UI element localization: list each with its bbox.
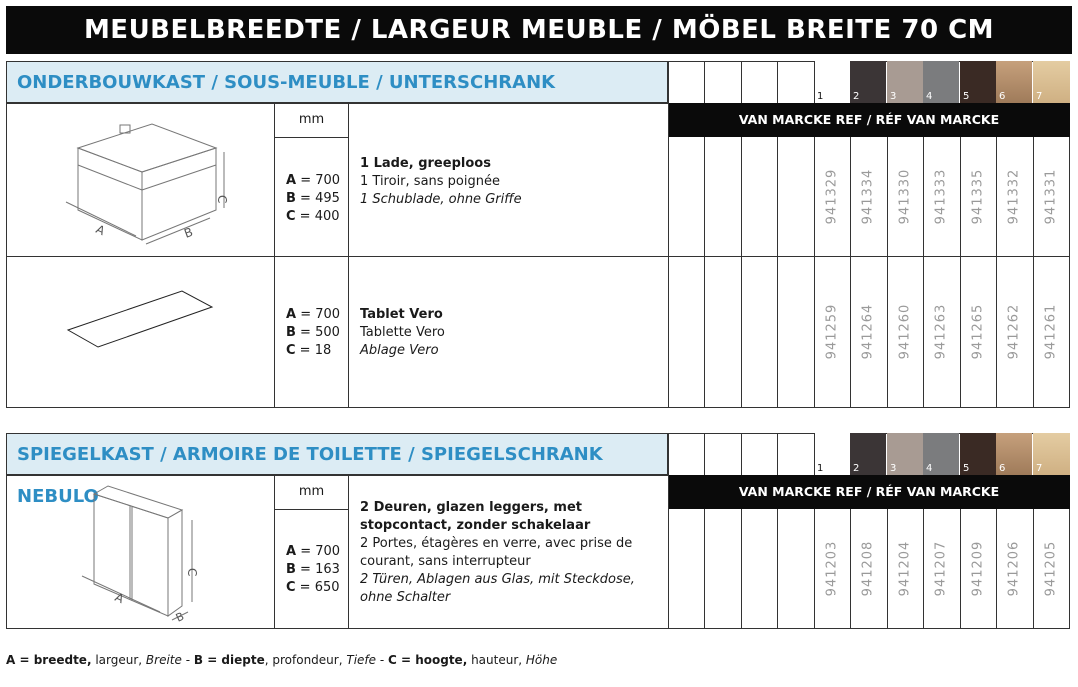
- page-banner-title: MEUBELBREEDTE / LARGEUR MEUBLE / MÖBEL BREITE 70 CM: [6, 6, 1072, 54]
- grid-line: [887, 137, 888, 408]
- swatch-3: [887, 433, 923, 475]
- grid-line: [923, 509, 924, 629]
- grid-line: [348, 475, 349, 629]
- swatch-4: [923, 61, 959, 103]
- dimensions-row-1: A = 700 B = 495 C = 400: [286, 173, 341, 224]
- swatch-6: [996, 61, 1032, 103]
- dim-label-b: B: [182, 224, 195, 241]
- ref-number: 941203: [824, 540, 840, 597]
- dim-label-a: A: [93, 222, 108, 239]
- grid-line: [996, 137, 997, 408]
- ref-number: 941204: [897, 540, 913, 597]
- swatch-7: [1033, 433, 1070, 475]
- swatch-2: [850, 433, 886, 475]
- swatch-number: 2: [853, 463, 860, 474]
- section-title-onderbouwkast: ONDERBOUWKAST / SOUS-MEUBLE / UNTERSCHRANK: [6, 61, 668, 103]
- grid-line: [777, 61, 778, 103]
- swatch-4: [923, 433, 959, 475]
- grid-line: [274, 509, 348, 510]
- dimensions-row-2: A = 700 B = 500 C = 18: [286, 307, 341, 358]
- swatch-number: 5: [963, 463, 970, 474]
- grid-line: [814, 61, 815, 103]
- mm-label: mm: [298, 484, 325, 499]
- grid-line: [741, 433, 742, 475]
- description-row-3: 2 Deuren, glazen leggers, met stopcontact, zonder schakelaar 2 Portes, étagères en verre, avec prise de courant, sans interrupteur 2 Türen, Ablagen aus Glas, mit Steckdose, ohne Schalter: [360, 500, 635, 605]
- grid-line: [1033, 137, 1034, 408]
- ref-number: 941262: [1006, 303, 1022, 360]
- swatch-number: 7: [1036, 91, 1043, 102]
- ref-number: 941209: [970, 540, 986, 597]
- ref-number: 941259: [824, 303, 840, 360]
- cabinet-drawing: [50, 110, 250, 250]
- swatch-number: 1: [817, 463, 824, 474]
- grid-line: [777, 433, 778, 475]
- grid-line: [704, 433, 705, 475]
- grid-line: [777, 509, 778, 629]
- ref-number: 941263: [933, 303, 949, 360]
- swatch-number: 3: [890, 463, 897, 474]
- grid-line: [741, 509, 742, 629]
- grid-line: [850, 137, 851, 408]
- swatch-number: 1: [817, 91, 824, 102]
- ref-number: 941264: [860, 303, 876, 360]
- grid-line: [923, 137, 924, 408]
- dim-label-c: C: [215, 195, 229, 204]
- swatch-2: [850, 61, 886, 103]
- swatch-number: 4: [926, 463, 933, 474]
- ref-number: 941207: [933, 540, 949, 597]
- dim-label-b: B: [173, 609, 187, 625]
- ref-number: 941332: [1006, 168, 1022, 225]
- swatch-3: [887, 61, 923, 103]
- mirror-cabinet-drawing: [70, 480, 270, 625]
- ref-number: 941260: [897, 303, 913, 360]
- grid-line: [274, 137, 348, 138]
- swatch-5: [960, 61, 996, 103]
- ref-header: VAN MARCKE REF / RÉF VAN MARCKE: [668, 475, 1070, 509]
- ref-number: 941335: [970, 168, 986, 225]
- grid-line: [6, 256, 1070, 257]
- swatch-7: [1033, 61, 1070, 103]
- swatch-6: [996, 433, 1032, 475]
- ref-number: 941329: [824, 168, 840, 225]
- grid-line: [704, 61, 705, 103]
- grid-line: [668, 61, 669, 408]
- grid-line: [960, 509, 961, 629]
- grid-line: [668, 433, 669, 629]
- ref-number: 941330: [897, 168, 913, 225]
- grid-line: [704, 137, 705, 408]
- dim-label-a: A: [112, 590, 127, 607]
- swatch-5: [960, 433, 996, 475]
- grid-line: [741, 137, 742, 408]
- grid-line: [704, 509, 705, 629]
- description-row-2: Tablet Vero Tablette Vero Ablage Vero: [360, 307, 445, 358]
- swatch-number: 3: [890, 91, 897, 102]
- ref-number: 941334: [860, 168, 876, 225]
- grid-line: [741, 61, 742, 103]
- swatch-number: 6: [999, 91, 1006, 102]
- grid-line: [960, 137, 961, 408]
- swatch-1: [814, 433, 850, 475]
- swatch-number: 2: [853, 91, 860, 102]
- ref-number: 941333: [933, 168, 949, 225]
- ref-number: 941265: [970, 303, 986, 360]
- grid-line: [814, 433, 815, 475]
- dimensions-row-3: A = 700 B = 163 C = 650: [286, 544, 341, 595]
- mm-label: mm: [298, 112, 325, 127]
- description-row-1: 1 Lade, greeploos 1 Tiroir, sans poignée 1 Schublade, ohne Griffe: [360, 156, 522, 207]
- swatch-number: 7: [1036, 463, 1043, 474]
- ref-header: VAN MARCKE REF / RÉF VAN MARCKE: [668, 103, 1070, 137]
- grid-line: [777, 137, 778, 408]
- dim-label-c: C: [185, 568, 199, 577]
- tablet-drawing: [60, 285, 220, 365]
- ref-number: 941206: [1006, 540, 1022, 597]
- swatch-number: 5: [963, 91, 970, 102]
- ref-number: 941261: [1043, 303, 1059, 360]
- grid-line: [887, 509, 888, 629]
- swatch-number: 6: [999, 463, 1006, 474]
- grid-line: [1033, 509, 1034, 629]
- ref-number: 941208: [860, 540, 876, 597]
- grid-line: [814, 137, 815, 408]
- grid-line: [850, 509, 851, 629]
- grid-line: [996, 509, 997, 629]
- ref-number: 941331: [1043, 168, 1059, 225]
- section-title-spiegelkast: SPIEGELKAST / ARMOIRE DE TOILETTE / SPIEGELSCHRANK NEBULO: [6, 433, 668, 475]
- swatch-1: [814, 61, 850, 103]
- ref-number: 941205: [1043, 540, 1059, 597]
- swatch-number: 4: [926, 91, 933, 102]
- grid-line: [814, 509, 815, 629]
- dimension-legend: A = breedte, largeur, Breite - B = diepte, profondeur, Tiefe - C = hoogte, hauteur, Höhe: [6, 653, 558, 667]
